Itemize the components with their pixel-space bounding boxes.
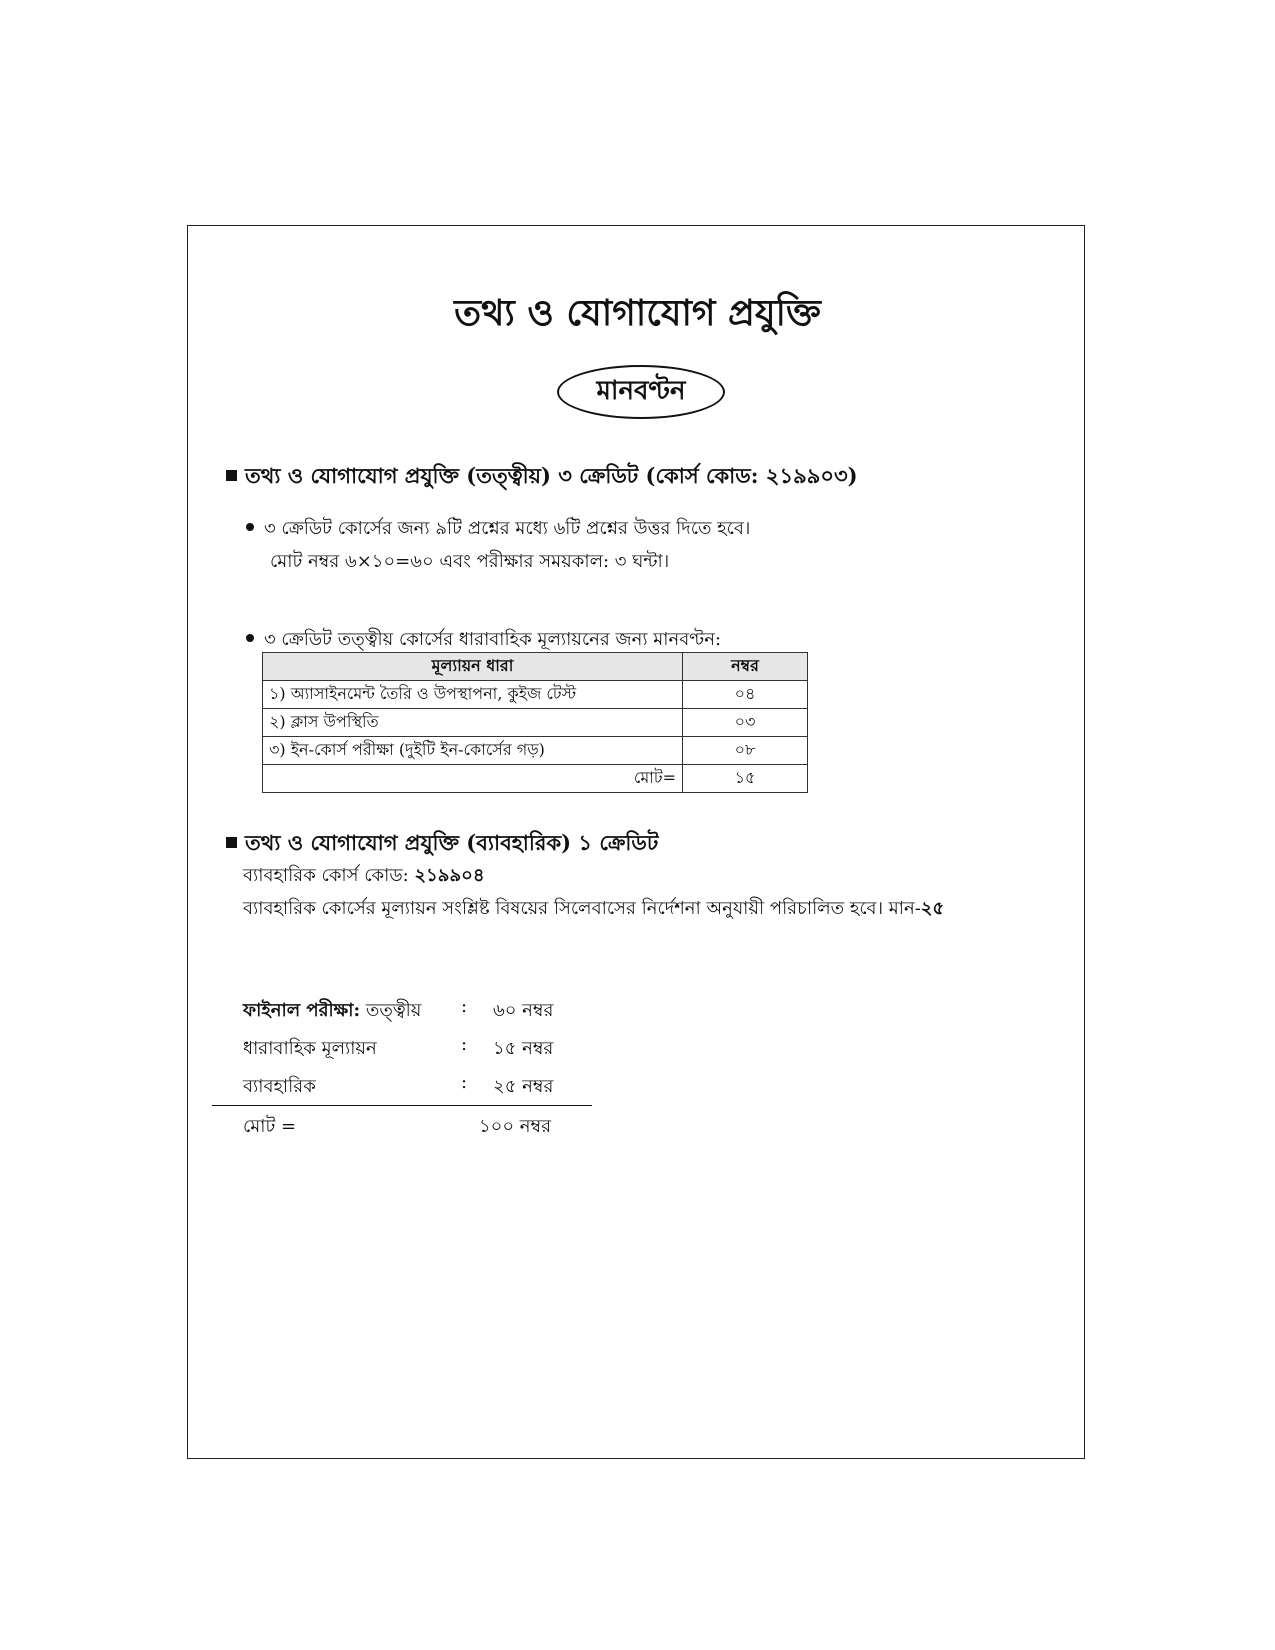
summary-label [243, 996, 421, 1027]
table-header-row [263, 653, 808, 681]
theory-bullet-1 [246, 514, 750, 545]
summary-colon: : [461, 1034, 468, 1055]
table-header-marks: নম্বর [683, 653, 808, 681]
table-cell-criteria: ২) ক্লাস উপস্থিতি [263, 709, 683, 737]
summary-total-value: ১০০ নম্বর [479, 1116, 552, 1137]
table-cell-criteria: ১) অ্যাসাইনমেন্ট তৈরি ও উপস্থাপনা, কুইজ টেস্ট [263, 681, 683, 709]
theory-section-heading [226, 460, 858, 495]
practical-code-value: ২১৯৯০৪ [414, 865, 485, 886]
summary-colon: : [461, 996, 468, 1017]
round-bullet-icon [246, 523, 254, 531]
table-cell-criteria: ৩) ইন-কোর্স পরীক্ষা (দুইটি ইন-কোর্সের গড়) [263, 737, 683, 765]
summary-colon: : [461, 1072, 468, 1093]
summary-value: ১৫ নম্বর [493, 1038, 554, 1059]
table-total-label: মোট= [263, 765, 683, 793]
table-row [263, 709, 808, 737]
square-bullet-icon [226, 470, 237, 481]
assessment-table [262, 652, 808, 793]
badge-label: মানবণ্টন [596, 376, 686, 406]
practical-course-code [243, 861, 485, 892]
summary-label: ব্যাবহারিক [243, 1076, 316, 1097]
theory-bullet-2-text: ৩ ক্রেডিট তত্ত্বীয় কোর্সের ধারাবাহিক মূল্যায়নের জন্য মানবণ্টন: [264, 629, 722, 650]
practical-note [243, 894, 944, 925]
summary-value: ৬০ নম্বর [493, 1000, 554, 1021]
practical-section-heading [226, 827, 658, 862]
table-header-criteria: মূল্যায়ন ধারা [263, 653, 683, 681]
table-row [263, 737, 808, 765]
table-cell-marks: ০৩ [683, 709, 808, 737]
summary-label: ধারাবাহিক মূল্যায়ন [243, 1038, 377, 1059]
theory-bullet-1-line-2: মোট নম্বর ৬×১০=৬০ এবং পরীক্ষার সময়কাল: ৩ ঘন্টা। [270, 551, 670, 572]
theory-heading-text: তথ্য ও যোগাযোগ প্রযুক্তি (তত্ত্বীয়) ৩ ক্রেডিট (কোর্স কোড: ২১৯৯০৩) [245, 463, 858, 488]
table-cell-marks: ০৮ [683, 737, 808, 765]
summary-label-rest: তত্ত্বীয় [360, 1000, 422, 1021]
summary-value: ২৫ নম্বর [493, 1076, 554, 1097]
marks-distribution-badge [557, 365, 725, 419]
table-total-value: ১৫ [683, 765, 808, 793]
page-title: তথ্য ও যোগাযোগ প্রযুক্তি [454, 292, 821, 334]
round-bullet-icon [246, 634, 254, 642]
practical-note-text: ব্যাবহারিক কোর্সের মূল্যায়ন সংশ্লিষ্ট বিষয়ের সিলেবাসের নির্দেশনা অনুযায়ী পরিচালিত হবে। মান- [243, 898, 921, 919]
table-row [263, 681, 808, 709]
practical-note-value: ২৫ [920, 898, 945, 919]
practical-code-label: ব্যাবহারিক কোর্স কোড: [243, 865, 415, 886]
practical-heading-text: তথ্য ও যোগাযোগ প্রযুক্তি (ব্যাবহারিক) ১ ক্রেডিট [245, 830, 659, 855]
theory-bullet-1-text: ৩ ক্রেডিট কোর্সের জন্য ৯টি প্রশ্নের মধ্যে ৬টি প্রশ্নের উত্তর দিতে হবে। [264, 518, 751, 539]
table-total-row [263, 765, 808, 793]
square-bullet-icon [226, 837, 237, 848]
table-cell-marks: ০৪ [683, 681, 808, 709]
summary-label-bold: ফাইনাল পরীক্ষা: [243, 1000, 361, 1021]
summary-total-label: মোট = [243, 1116, 297, 1137]
summary-divider [212, 1105, 592, 1106]
